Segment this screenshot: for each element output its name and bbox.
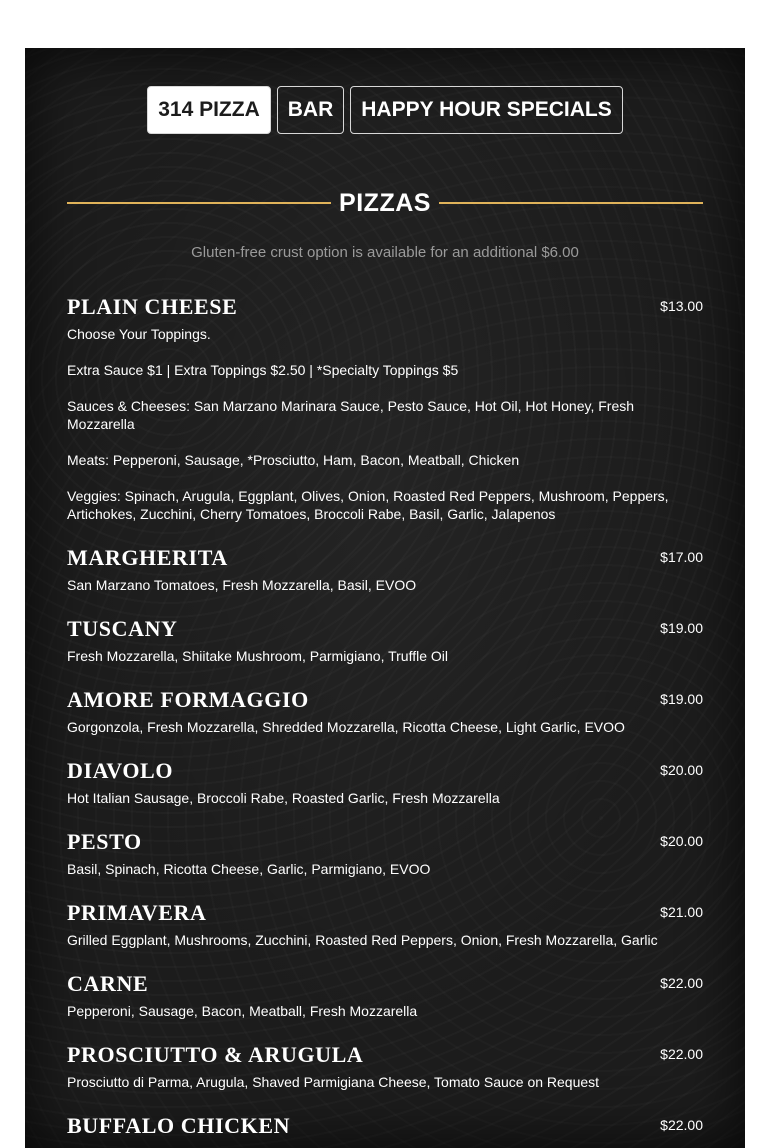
menu-item: [67, 900, 703, 949]
menu-item: [67, 616, 703, 665]
item-price: $19.00: [660, 620, 703, 636]
menu-item: [67, 545, 703, 594]
item-extra-meats: Meats: Pepperoni, Sausage, *Prosciutto, Ham, Bacon, Meatball, Chicken: [67, 452, 520, 468]
item-description: Gorgonzola, Fresh Mozzarella, Shredded Mozzarella, Ricotta Cheese, Light Garlic, EVOO: [67, 719, 625, 735]
item-price: $21.00: [660, 904, 703, 920]
item-description: Basil, Spinach, Ricotta Cheese, Garlic, Parmigiano, EVOO: [67, 861, 431, 877]
item-description: Prosciutto di Parma, Arugula, Shaved Parmigiana Cheese, Tomato Sauce on Request: [67, 1074, 600, 1090]
menu-item: [67, 971, 703, 1020]
item-name: PESTO: [67, 829, 142, 854]
gluten-free-note: Gluten-free crust option is available for an additional $6.00: [191, 244, 579, 261]
item-name: PROSCIUTTO & ARUGULA: [67, 1042, 364, 1067]
menu-items: [67, 294, 703, 1148]
menu-tabs: [25, 86, 745, 134]
menu-item: [67, 758, 703, 807]
section-rule-left: [67, 202, 331, 204]
item-description: Choose Your Toppings.: [67, 326, 211, 342]
section-rule-right: [439, 202, 703, 204]
tab-314-pizza[interactable]: 314 PIZZA: [147, 86, 271, 134]
item-price: $22.00: [660, 1117, 703, 1133]
item-extra-sauces: Sauces & Cheeses: San Marzano Marinara Sauce, Pesto Sauce, Hot Oil, Hot Honey, Fresh Mozzarella: [67, 398, 635, 432]
item-name: AMORE FORMAGGIO: [67, 687, 309, 712]
item-price: $19.00: [660, 691, 703, 707]
item-description: Pepperoni, Sausage, Bacon, Meatball, Fresh Mozzarella: [67, 1003, 418, 1019]
menu-panel: [25, 48, 745, 1148]
item-price: $22.00: [660, 1046, 703, 1062]
menu-item: [67, 1042, 703, 1091]
item-name: PLAIN CHEESE: [67, 294, 238, 319]
section-header: [67, 186, 703, 220]
item-name: PRIMAVERA: [67, 900, 207, 925]
menu-item: [67, 687, 703, 736]
item-extra-veggies: Veggies: Spinach, Arugula, Eggplant, Olives, Onion, Roasted Red Peppers, Mushroom, Peppers, Artichokes, Zucchini, Cherry Tomatoes, Broccoli Rabe, Basil, Garlic, Jalapenos: [67, 488, 669, 522]
item-price: $20.00: [660, 833, 703, 849]
menu-item: [67, 829, 703, 878]
menu-item: [67, 1113, 703, 1139]
item-name: TUSCANY: [67, 616, 178, 641]
menu-item: [67, 294, 703, 523]
item-price: $17.00: [660, 549, 703, 565]
item-name: CARNE: [67, 971, 149, 996]
item-description: Grilled Eggplant, Mushrooms, Zucchini, Roasted Red Peppers, Onion, Fresh Mozzarella, Garlic: [67, 932, 658, 948]
item-extra-pricing: Extra Sauce $1 | Extra Toppings $2.50 | *Specialty Toppings $5: [67, 362, 459, 378]
item-name: MARGHERITA: [67, 545, 228, 570]
tab-bar[interactable]: BAR: [277, 86, 345, 134]
item-description: Fresh Mozzarella, Shiitake Mushroom, Parmigiano, Truffle Oil: [67, 648, 448, 664]
item-price: $20.00: [660, 762, 703, 778]
item-name: BUFFALO CHICKEN: [67, 1113, 291, 1138]
item-name: DIAVOLO: [67, 758, 174, 783]
section-title: PIZZAS: [339, 188, 431, 217]
item-price: $22.00: [660, 975, 703, 991]
tab-happy-hour-specials[interactable]: HAPPY HOUR SPECIALS: [350, 86, 623, 134]
item-price: $13.00: [660, 298, 703, 314]
item-description: San Marzano Tomatoes, Fresh Mozzarella, Basil, EVOO: [67, 577, 417, 593]
item-description: Hot Italian Sausage, Broccoli Rabe, Roasted Garlic, Fresh Mozzarella: [67, 790, 500, 806]
